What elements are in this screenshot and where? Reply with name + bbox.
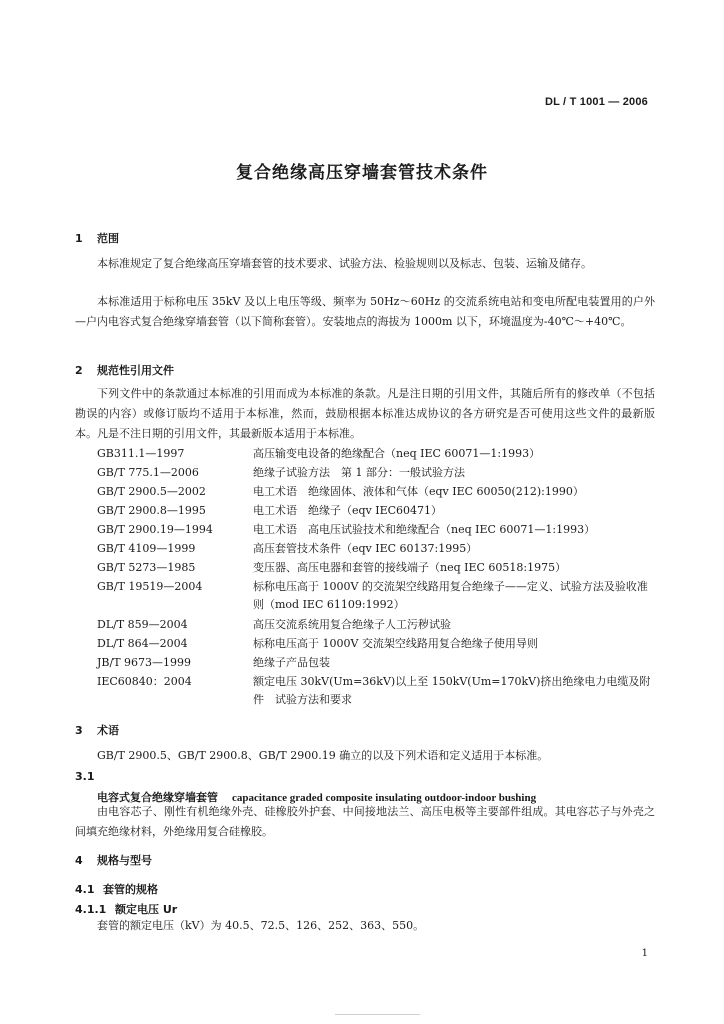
- reference-title: 标称电压高于 1000V 交流架空线路用复合绝缘子使用导则: [253, 637, 538, 650]
- document-title: 复合绝缘高压穿墙套管技术条件: [236, 163, 488, 183]
- reference-title: 高压输变电设备的绝缘配合（neq IEC 60071—1:1993）: [253, 447, 541, 460]
- section-1-paragraph-2: 本标准适用于标称电压 35kV 及以上电压等级、频率为 50Hz～60Hz 的交流系统电站和变电所配电装置用的户外—户内电容式复合绝缘穿墙套管（以下简称套管）。安装地点的海拔为 1000m 以下，环境温度为-40℃～+40℃。: [75, 295, 655, 328]
- subsection-4-1-heading: [75, 881, 158, 897]
- standard-number: DL / T 1001 — 2006: [544, 96, 648, 108]
- footer-divider: [335, 1014, 420, 1015]
- section-title: 范围: [97, 232, 119, 245]
- rated-voltage-text: 套管的额定电压（kV）为 40.5、72.5、126、252、363、550。: [97, 919, 425, 932]
- section-title: 规格与型号: [97, 854, 152, 867]
- reference-code: GB/T 2900.19—1994: [97, 523, 213, 536]
- section-number: 2: [75, 364, 83, 377]
- reference-title: 电工术语 绝缘固体、液体和气体（eqv IEC 60050(212):1990）: [253, 485, 584, 498]
- section-number: 3: [75, 724, 83, 737]
- section-2-intro: 下列文件中的条款通过本标准的引用而成为本标准的条款。凡是注日期的引用文件，其随后所有的修改单（不包括勘误的内容）或修订版均不适用于本标准，然而，鼓励根据本标准达成协议的各方研究是否可使用这些文件的最新版本。凡是不注日期的引用文件，其最新版本适用于本标准。: [75, 387, 655, 440]
- section-2-heading: [75, 362, 174, 378]
- reference-code: GB/T 775.1—2006: [97, 466, 199, 479]
- term-definition: 由电容芯子、刚性有机绝缘外壳、硅橡胶外护套、中间接地法兰、高压电极等主要部件组成。其电容芯子与外壳之间填充绝缘材料，外绝缘用复合硅橡胶。: [75, 805, 655, 838]
- section-number: 1: [75, 232, 83, 245]
- reference-code: GB/T 2900.8—1995: [97, 504, 206, 517]
- section-title: 术语: [97, 724, 119, 737]
- subsection-number: 4.1.1: [75, 903, 107, 916]
- section-number: 4: [75, 854, 83, 867]
- reference-code: GB/T 19519—2004: [97, 580, 203, 593]
- reference-title: 高压套管技术条件（eqv IEC 60137:1995）: [253, 542, 478, 555]
- term-english: capacitance graded composite insulating outdoor-indoor bushing: [232, 792, 537, 804]
- reference-code: GB311.1—1997: [97, 447, 185, 460]
- reference-title: 绝缘子试验方法 第 1 部分：一般试验方法: [253, 466, 465, 479]
- reference-title: 标称电压高于 1000V 的交流架空线路用复合绝缘子——定义、试验方法及验收准则（mod IEC 61109:1992）: [253, 580, 648, 611]
- page-number: 1: [641, 948, 648, 959]
- reference-title: 高压交流系统用复合绝缘子人工污秽试验: [253, 618, 451, 631]
- section-1-heading: [75, 230, 119, 246]
- subsection-number: 4.1: [75, 883, 95, 896]
- term-chinese: 电容式复合绝缘穿墙套管: [97, 791, 218, 804]
- reference-code: IEC60840：2004: [97, 675, 192, 688]
- section-3-heading: [75, 722, 119, 738]
- reference-title: 电工术语 高电压试验技术和绝缘配合（neq IEC 60071—1:1993）: [253, 523, 596, 536]
- reference-code: GB/T 5273—1985: [97, 561, 196, 574]
- subsection-3-1-number: 3.1: [75, 770, 95, 783]
- reference-title: 变压器、高压电器和套管的接线端子（neq IEC 60518:1975）: [253, 561, 567, 574]
- section-4-heading: [75, 852, 152, 868]
- reference-title: 电工术语 绝缘子（eqv IEC60471）: [253, 504, 443, 517]
- subsection-title: 套管的规格: [103, 883, 158, 896]
- reference-code: DL/T 859—2004: [97, 618, 188, 631]
- reference-title: 额定电压 30kV(Um=36kV)以上至 150kV(Um=170kV)挤出绝缘电力电缆及附件 试验方法和要求: [253, 675, 651, 706]
- reference-code: GB/T 4109—1999: [97, 542, 196, 555]
- reference-title: 绝缘子产品包装: [253, 656, 330, 669]
- reference-code: DL/T 864—2004: [97, 637, 188, 650]
- reference-code: JB/T 9673—1999: [97, 656, 192, 669]
- subsection-4-1-1-heading: [75, 901, 177, 917]
- section-1-paragraph-1: 本标准规定了复合绝缘高压穿墙套管的技术要求、试验方法、检验规则以及标志、包装、运输及储存。: [97, 257, 592, 270]
- section-title: 规范性引用文件: [97, 364, 174, 377]
- subsection-title: 额定电压 Ur: [115, 903, 178, 916]
- reference-code: GB/T 2900.5—2002: [97, 485, 206, 498]
- section-3-intro: GB/T 2900.5、GB/T 2900.8、GB/T 2900.19 确立的以及下列术语和定义适用于本标准。: [97, 749, 549, 762]
